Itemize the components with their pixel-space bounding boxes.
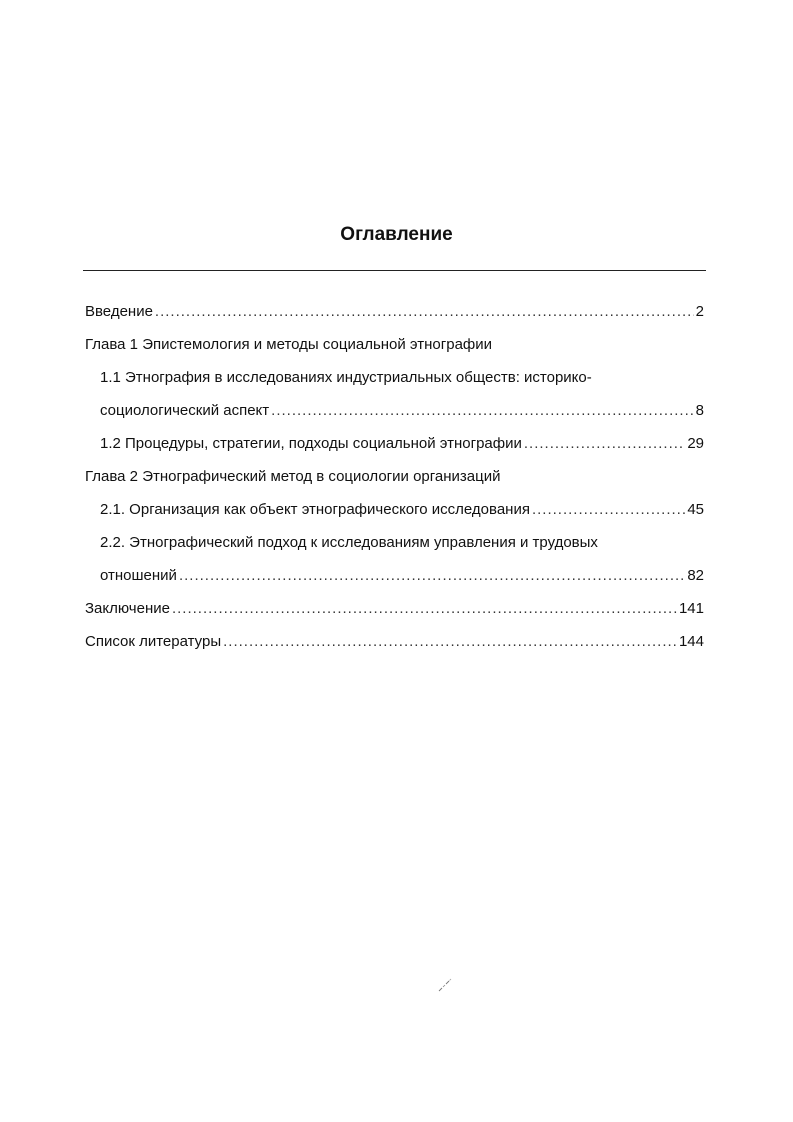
toc-page-number: 29 (687, 434, 704, 452)
toc-entry-section-2-2-cont (85, 559, 704, 592)
toc-page-number: 8 (695, 401, 704, 419)
toc-entry-section-1-1 (85, 361, 704, 394)
toc-dot-leader (532, 500, 685, 520)
toc-entry-title: 1.2 Процедуры, стратегии, подходы социальной этнографии (100, 434, 522, 452)
toc-entry-title: 2.1. Организация как объект этнографического исследования (100, 500, 530, 518)
toc-dot-leader (524, 434, 685, 454)
toc-entry-introduction (85, 295, 704, 328)
toc-page-number: 45 (687, 500, 704, 518)
toc-entry-chapter-2 (85, 460, 704, 493)
toc-entry-title: отношений (100, 566, 177, 584)
toc-entry-conclusion (85, 592, 704, 625)
toc-entry-bibliography (85, 625, 704, 658)
toc-entry-section-2-2 (85, 526, 704, 559)
toc-entry-title: Список литературы (85, 632, 222, 650)
toc-entry-title: 2.2. Этнографический подход к исследованиям управления и трудовых (100, 533, 598, 551)
table-of-contents (85, 295, 704, 658)
title-divider (83, 270, 706, 271)
toc-entry-title: социологический аспект (100, 401, 270, 419)
toc-entry-title: Глава 1 Эпистемология и методы социальной этнографии (85, 335, 493, 353)
toc-entry-section-1-2 (85, 427, 704, 460)
scan-artifact-mark (438, 978, 452, 992)
toc-dot-leader (271, 401, 693, 421)
toc-entry-title: Заключение (85, 599, 170, 617)
toc-entry-chapter-1 (85, 328, 704, 361)
toc-entry-section-2-1 (85, 493, 704, 526)
toc-entry-title: Введение (85, 302, 153, 320)
toc-dot-leader (179, 566, 685, 586)
toc-entry-title: Глава 2 Этнографический метод в социологии организаций (85, 467, 501, 485)
toc-dot-leader (172, 599, 677, 619)
page-title: Оглавление (340, 224, 453, 245)
toc-dot-leader (155, 302, 694, 322)
toc-page-number: 82 (687, 566, 704, 584)
toc-dot-leader (223, 632, 677, 652)
toc-page-number: 144 (678, 632, 704, 650)
toc-page-number: 2 (695, 302, 704, 320)
toc-page-number: 141 (678, 599, 704, 617)
toc-entry-title: 1.1 Этнография в исследованиях индустриальных обществ: историко- (100, 368, 592, 386)
toc-entry-section-1-1-cont (85, 394, 704, 427)
